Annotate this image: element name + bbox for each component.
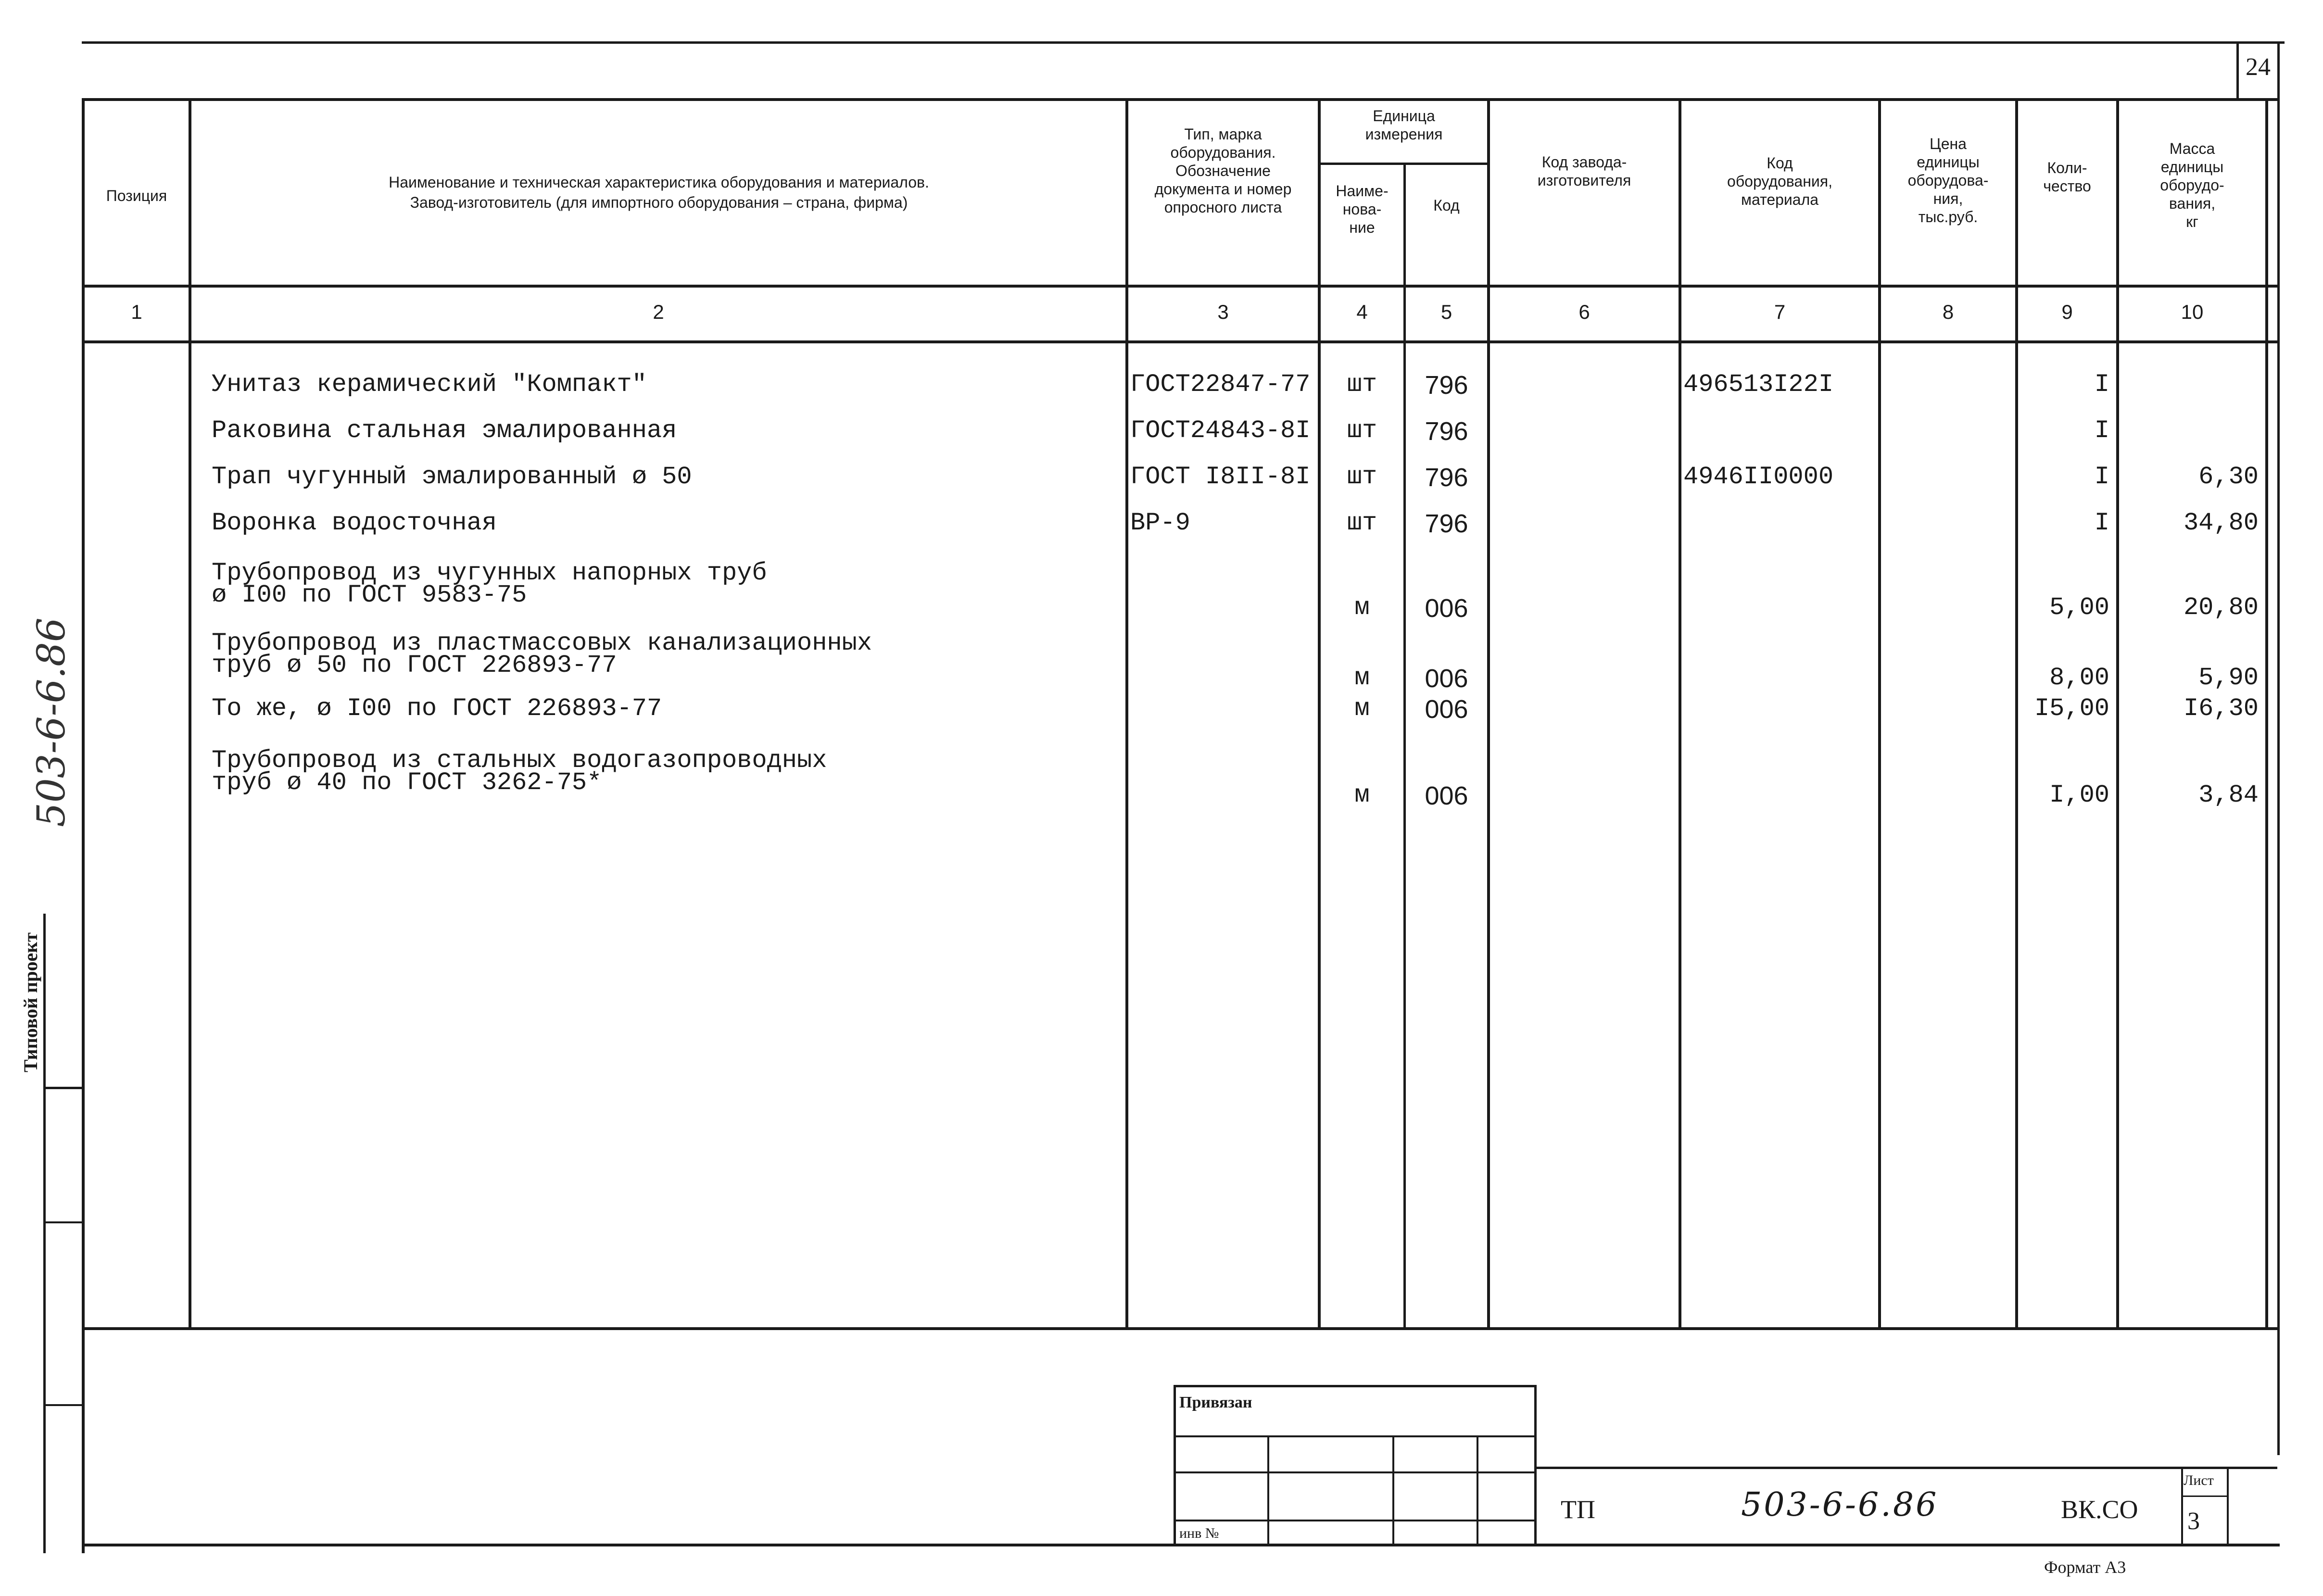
header-unit-name: Наиме- нова- ние xyxy=(1336,182,1389,236)
row-mass: 5,90 xyxy=(2198,664,2259,692)
row-unit: м xyxy=(1354,593,1370,622)
row-name: То же, ø I00 по ГОСТ 226893-77 xyxy=(212,694,662,723)
format-label: Формат А3 xyxy=(2044,1558,2126,1577)
col-number: 6 xyxy=(1578,301,1590,323)
row-name: Трубопровод из чугунных напорных труб xyxy=(212,559,767,587)
col-number: 3 xyxy=(1217,301,1229,323)
row-quantity: I xyxy=(2094,370,2109,399)
row-mass: I6,30 xyxy=(2183,694,2259,723)
header-name-line1: Наименование и техническая характеристика оборудования и материалов. xyxy=(389,174,929,191)
row-unit-code: 006 xyxy=(1425,594,1468,623)
side-project-number: 503-6-6.86 xyxy=(29,617,74,827)
col-number: 10 xyxy=(2181,301,2204,323)
header-name-line2: Завод-изготовитель (для импортного оборудования – страна, фирма) xyxy=(410,194,908,211)
row-unit-code: 796 xyxy=(1425,417,1468,446)
row-unit-code: 006 xyxy=(1425,695,1468,724)
col-number: 4 xyxy=(1356,301,1368,323)
row-type: ВР-9 xyxy=(1130,509,1190,537)
row-name: труб ø 50 по ГОСТ 226893-77 xyxy=(212,651,617,679)
col-number: 5 xyxy=(1440,301,1452,323)
row-name: ø I00 по ГОСТ 9583-75 xyxy=(212,581,527,609)
header-unit-code: Код xyxy=(1433,197,1460,214)
stamp-inv: инв № xyxy=(1179,1525,1219,1541)
stamp-section: ВК.СО xyxy=(2061,1495,2138,1524)
row-unit: м xyxy=(1354,694,1370,723)
row-unit: м xyxy=(1354,781,1370,809)
row-unit: шт xyxy=(1347,509,1377,537)
row-unit-code: 006 xyxy=(1425,664,1468,693)
row-unit-code: 796 xyxy=(1425,463,1468,492)
row-mass: 6,30 xyxy=(2198,463,2259,491)
stamp-list-label: Лист xyxy=(2184,1472,2214,1488)
row-unit: шт xyxy=(1347,463,1377,491)
row-quantity: I5,00 xyxy=(2034,694,2109,723)
row-mass: 34,80 xyxy=(2183,509,2259,537)
row-equip-code: 496513I22I xyxy=(1683,370,1834,399)
row-unit: шт xyxy=(1347,416,1377,445)
row-unit: шт xyxy=(1347,370,1377,399)
row-type: ГОСТ I8II-8I xyxy=(1130,463,1311,491)
stamp-list-number: 3 xyxy=(2187,1508,2200,1535)
col-number: 8 xyxy=(1942,301,1954,323)
row-quantity: 8,00 xyxy=(2049,664,2109,692)
header-equip-code: Код оборудования, материала xyxy=(1727,154,1832,208)
row-unit: м xyxy=(1354,664,1370,692)
stamp-privyazan: Привязан xyxy=(1179,1394,1252,1411)
header-type: Тип, марка оборудования. Обозначение документа и номер опросного листа xyxy=(1154,126,1292,216)
stamp-tp: ТП xyxy=(1561,1495,1595,1524)
col-number: 7 xyxy=(1774,301,1786,323)
side-project-label: Типовой проект xyxy=(20,932,41,1072)
row-name: Раковина стальная эмалированная xyxy=(212,416,677,445)
row-type: ГОСТ24843-8I xyxy=(1130,416,1311,445)
header-maker-code: Код заводa- изготовителя xyxy=(1537,153,1631,189)
row-unit-code: 796 xyxy=(1425,509,1468,538)
row-name: Трубопровод из стальных водогазопроводных xyxy=(212,746,827,775)
row-quantity: I xyxy=(2094,509,2109,537)
row-name: Унитаз керамический "Компакт" xyxy=(212,370,647,399)
header-mass: Масса единицы оборудо- вания, кг xyxy=(2160,140,2224,230)
row-unit-code: 006 xyxy=(1425,781,1468,810)
header-price: Цена единицы оборудова- ния, тыс.руб. xyxy=(1907,135,1989,226)
row-equip-code: 4946II0000 xyxy=(1683,463,1834,491)
row-name: труб ø 40 по ГОСТ 3262-75* xyxy=(212,768,602,797)
row-mass: 3,84 xyxy=(2198,781,2259,809)
stamp-doc-number: 503-6-6.86 xyxy=(1741,1486,1939,1524)
row-quantity: I xyxy=(2094,463,2109,491)
row-mass: 20,80 xyxy=(2183,593,2259,622)
row-name: Трап чугунный эмалированный ø 50 xyxy=(212,463,692,491)
header-unit-group: Единица измерения xyxy=(1365,107,1443,143)
row-name: Воронка водосточная xyxy=(212,509,497,537)
row-name: Трубопровод из пластмассовых канализационных xyxy=(212,629,872,657)
row-quantity: 5,00 xyxy=(2049,593,2109,622)
col-number: 1 xyxy=(131,301,142,323)
col-number: 9 xyxy=(2061,301,2073,323)
sheet-number: 24 xyxy=(2246,53,2271,81)
header-position: Позиция xyxy=(106,187,167,204)
row-quantity: I xyxy=(2094,416,2109,445)
row-type: ГОСТ22847-77 xyxy=(1130,370,1311,399)
header-quantity: Коли- чество xyxy=(2043,159,2091,195)
col-number: 2 xyxy=(653,301,664,323)
row-unit-code: 796 xyxy=(1425,371,1468,400)
row-quantity: I,00 xyxy=(2049,781,2109,809)
